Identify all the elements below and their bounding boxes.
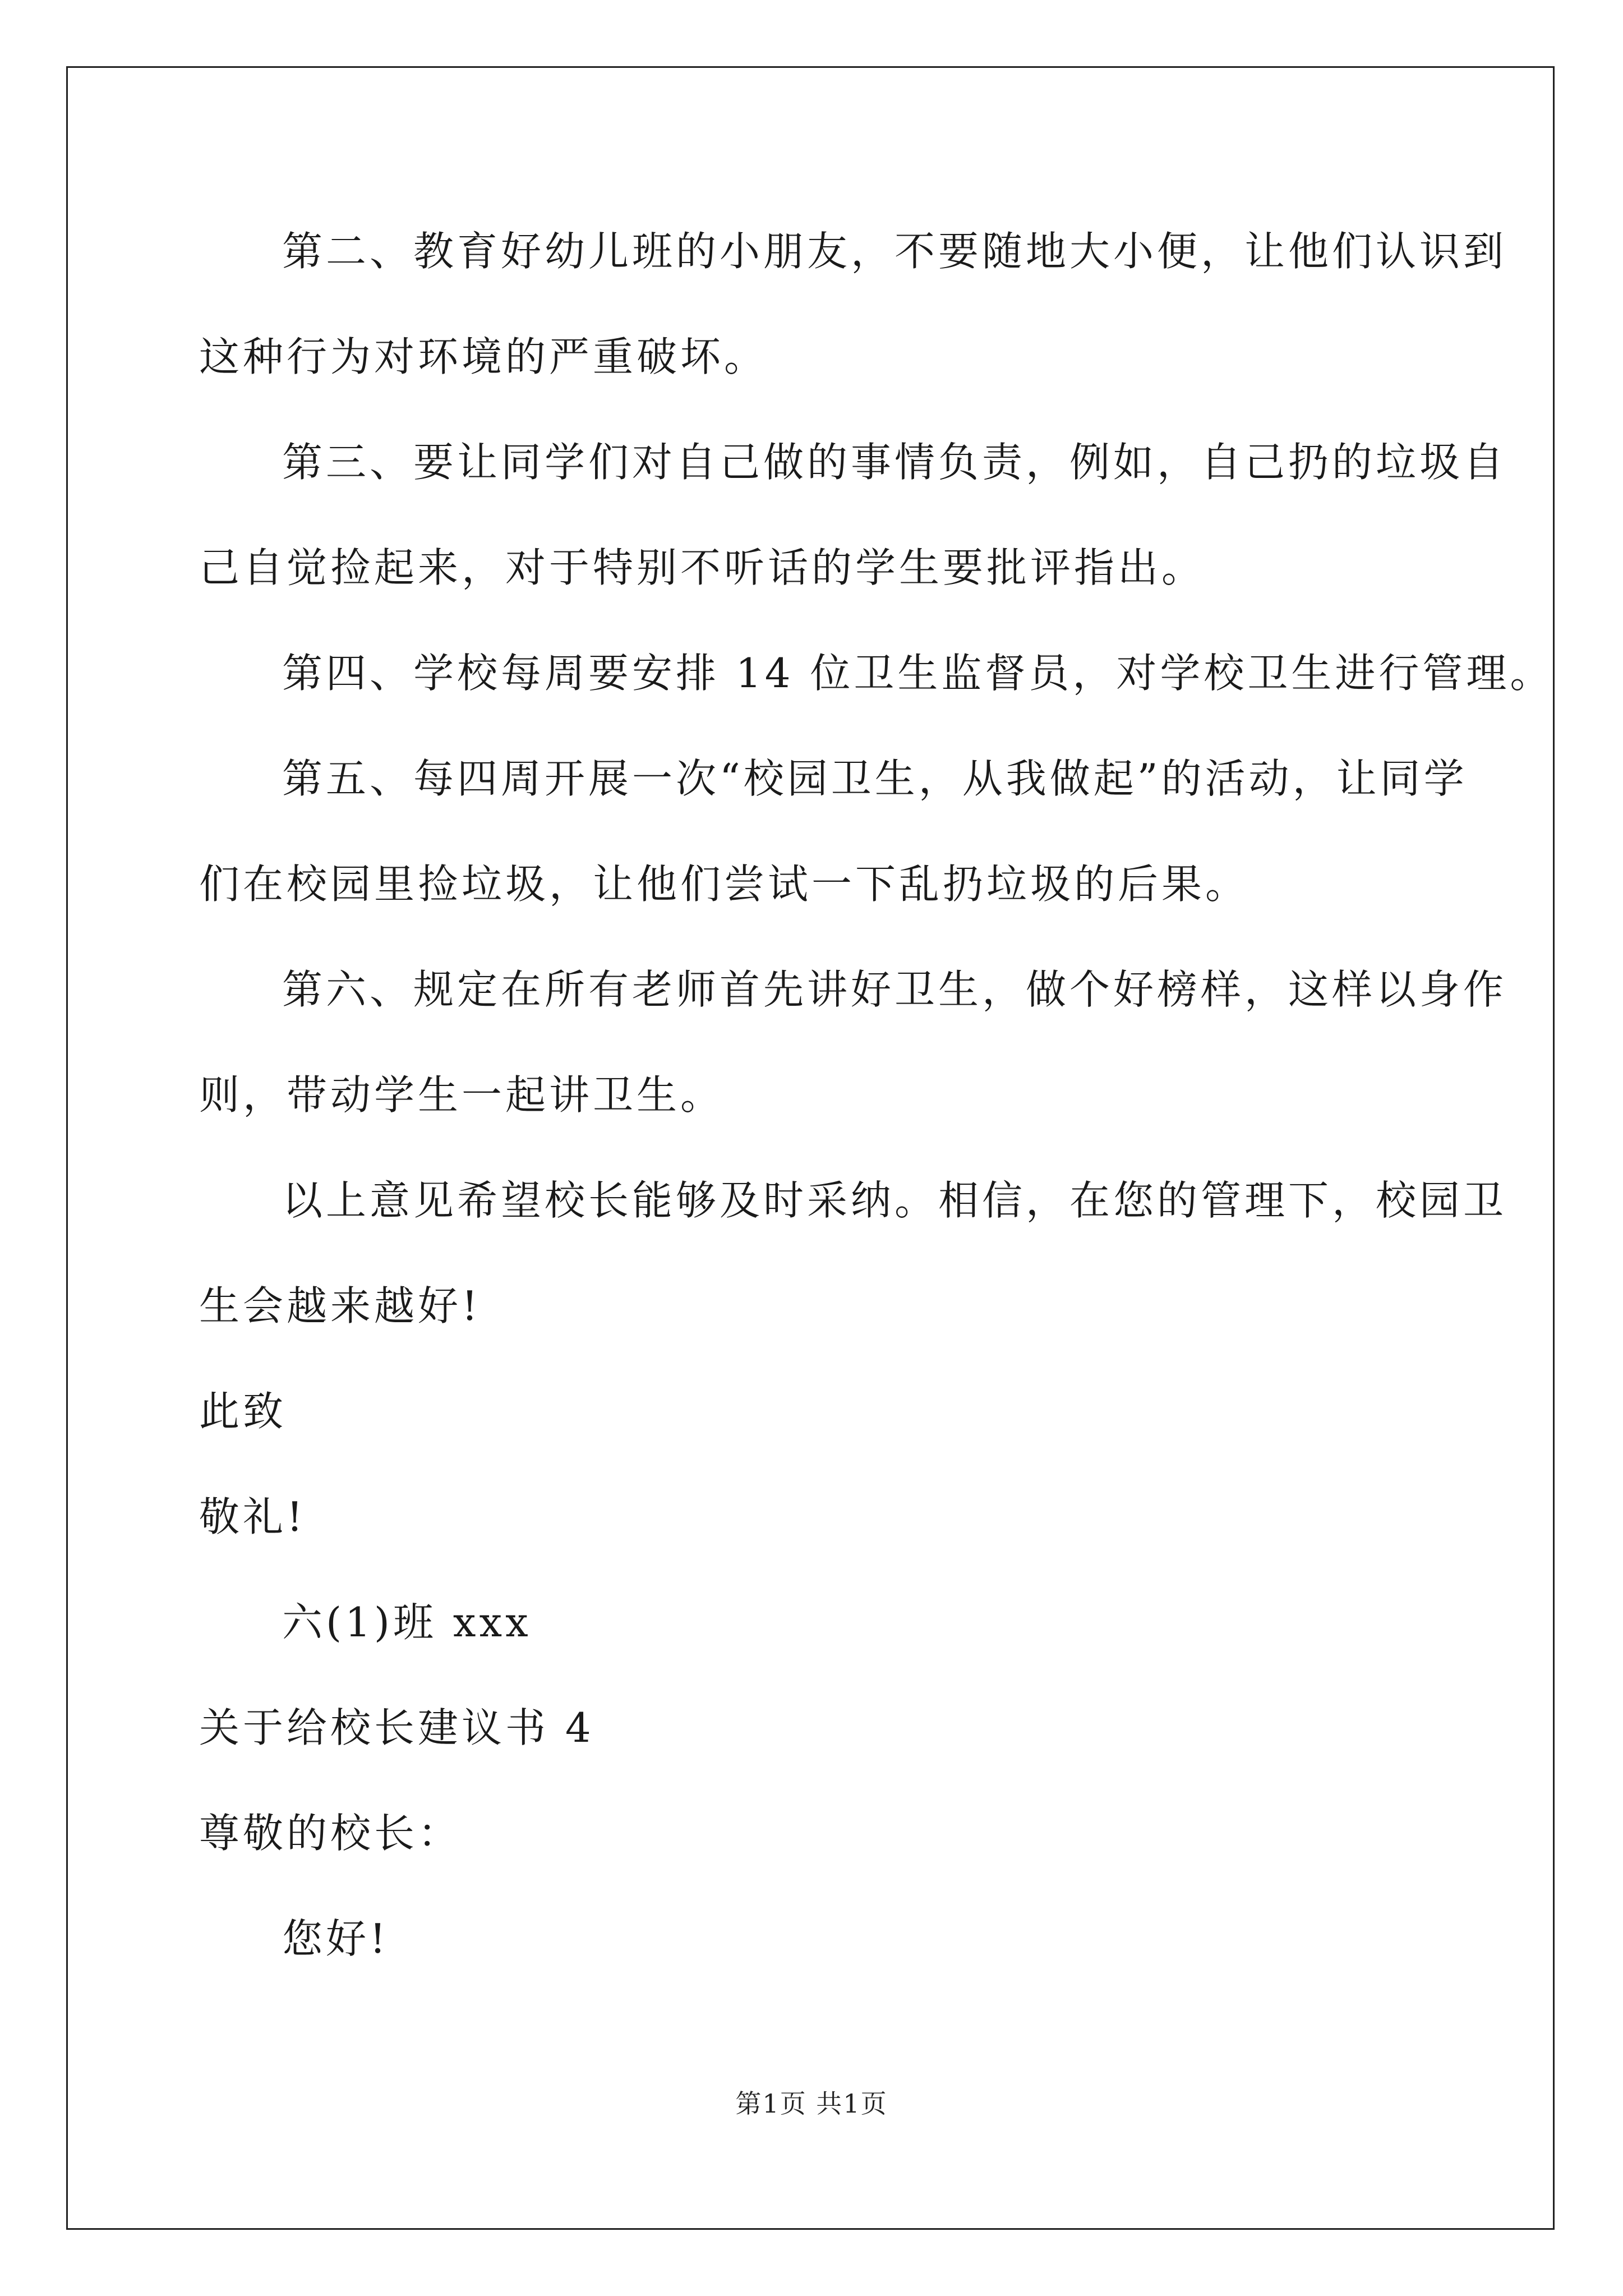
- section-title: 关于给校长建议书 4: [199, 1704, 594, 1751]
- page-border: [66, 66, 1555, 2230]
- paragraph-line: 第六、规定在所有老师首先讲好卫生，做个好榜样，这样以身作: [282, 966, 1507, 1013]
- salutation: 尊敬的校长：: [199, 1810, 462, 1857]
- paragraph-line: 则，带动学生一起讲卫生。: [199, 1071, 725, 1119]
- paragraph-line: 第三、要让同学们对自己做的事情负责，例如，自己扔的垃圾自: [282, 439, 1507, 486]
- paragraph-line: 己自觉捡起来，对于特别不听话的学生要批评指出。: [199, 544, 1206, 591]
- page-footer: 第1页 共1页: [735, 2088, 888, 2119]
- paragraph-line: 第五、每四周开展一次“校园卫生，从我做起”的活动，让同学: [282, 755, 1468, 802]
- closing-salute: 敬礼!: [199, 1493, 306, 1540]
- paragraph-line: 们在校园里捡垃圾，让他们尝试一下乱扔垃圾的后果。: [199, 861, 1249, 908]
- paragraph-line: 生会越来越好!: [199, 1282, 481, 1329]
- paragraph-line: 第四、学校每周要安排 14 位卫生监督员，对学校卫生进行管理。: [282, 650, 1554, 697]
- closing-line: 此致: [199, 1388, 287, 1435]
- greeting: 您好!: [282, 1915, 389, 1962]
- paragraph-line: 以上意见希望校长能够及时采纳。相信，在您的管理下，校园卫: [282, 1177, 1507, 1224]
- signature-line: 六(1)班 xxx: [282, 1599, 532, 1646]
- paragraph-line: 第二、教育好幼儿班的小朋友，不要随地大小便，让他们认识到: [282, 228, 1507, 275]
- paragraph-line: 这种行为对环境的严重破坏。: [199, 333, 768, 380]
